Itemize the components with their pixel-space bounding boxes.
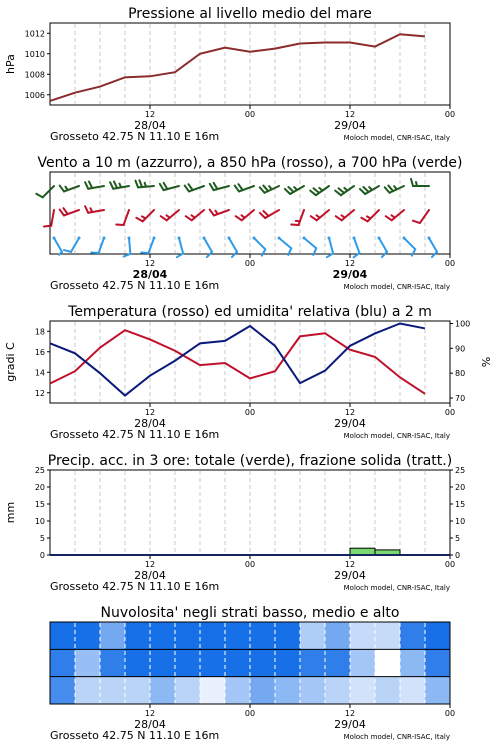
y2-axis-label: % <box>480 356 493 368</box>
cloud-cell <box>75 677 101 704</box>
model-credit: Moloch model, CNR-ISAC, Italy <box>343 584 450 592</box>
cloud-cell <box>300 677 326 704</box>
y2-tick-label: 5 <box>455 534 461 543</box>
cloud-cell <box>300 649 326 676</box>
wind-barb-shaft <box>317 210 329 220</box>
wind-barb-feather <box>411 179 413 186</box>
wind-barb-feather <box>288 187 293 192</box>
wind-barb <box>210 183 229 190</box>
y-axis-label: gradi C <box>4 342 17 382</box>
wind-barb <box>110 182 129 189</box>
wind-barb <box>285 186 304 194</box>
panel-title: Pressione al livello medio del mare <box>128 6 372 22</box>
cloud-cell <box>400 677 426 704</box>
cloud-cell <box>200 677 226 704</box>
wind-barb <box>44 210 54 227</box>
pressure-line <box>50 34 425 101</box>
wind-barb-shaft <box>420 210 429 223</box>
wind-barb-shaft <box>149 238 154 253</box>
wind-barb-feather <box>135 181 138 188</box>
panel-1 <box>4 6 455 143</box>
wind-barb-base <box>303 237 306 240</box>
date-label: 28/04 <box>134 417 166 430</box>
wind-barb-half-feather <box>344 188 347 191</box>
wind-barb-shaft <box>329 238 333 253</box>
wind-barb-base <box>253 237 256 240</box>
wind-barb-feather <box>413 221 420 223</box>
x-tick-label: 12 <box>344 408 356 417</box>
wind-barb-feather <box>385 187 390 192</box>
cloud-cell <box>175 677 201 704</box>
wind-barb-half-feather <box>391 215 394 217</box>
model-credit: Moloch model, CNR-ISAC, Italy <box>343 432 450 440</box>
plot-frame <box>50 321 450 403</box>
wind-barb <box>53 237 63 255</box>
wind-barb-base <box>228 237 231 240</box>
cloud-cell <box>75 622 101 649</box>
panel-title: Vento a 10 m (azzurro), a 850 hPa (rosso), a 700 hPa (verde) <box>37 155 463 171</box>
wind-barb-half-feather <box>166 215 169 217</box>
cloud-cell <box>375 622 401 649</box>
wind-barb <box>361 210 379 221</box>
wind-barb <box>235 184 254 191</box>
wind-barb <box>64 237 81 252</box>
date-label: 28/04 <box>134 718 166 731</box>
cloud-cell <box>425 677 451 704</box>
wind-barb-shaft <box>71 238 79 252</box>
cloud-cell <box>325 677 351 704</box>
wind-barb-feather <box>89 182 92 189</box>
wind-barb-base <box>203 237 206 240</box>
wind-barb-shaft <box>279 238 291 248</box>
wind-barb-shaft <box>379 238 387 252</box>
wind-barb-feather <box>360 189 365 194</box>
date-label: 29/04 <box>334 119 366 132</box>
x-tick-label: 12 <box>144 709 156 718</box>
model-credit: Moloch model, CNR-ISAC, Italy <box>343 134 450 142</box>
wind-barb-base <box>128 237 131 240</box>
x-tick-label: 12 <box>344 259 356 268</box>
model-credit: Moloch model, CNR-ISAC, Italy <box>343 283 450 291</box>
wind-barb <box>260 186 279 193</box>
humidity-line <box>50 323 425 395</box>
wind-barb-base <box>78 237 81 240</box>
cloud-cell <box>50 677 76 704</box>
y2-tick-label: 100 <box>455 319 471 329</box>
wind-barb-feather <box>285 189 290 194</box>
y-tick-label: 16 <box>34 347 45 357</box>
wind-barb <box>291 210 304 225</box>
y2-tick-label: 15 <box>455 500 466 509</box>
wind-barb <box>141 237 155 254</box>
wind-barb-feather <box>412 249 416 255</box>
wind-barb <box>336 210 354 220</box>
cloud-cell <box>225 649 251 676</box>
x-tick-label: 12 <box>144 408 156 417</box>
x-tick-label: 00 <box>444 259 456 268</box>
wind-barb-half-feather <box>191 215 194 217</box>
cloud-cell <box>250 677 276 704</box>
wind-barb <box>260 210 279 218</box>
wind-barb <box>253 237 266 256</box>
y2-tick-label: 0 <box>455 551 461 560</box>
cloud-cell <box>375 677 401 704</box>
wind-barb-feather <box>91 253 98 254</box>
wind-barb <box>36 186 54 197</box>
y2-tick-label: 25 <box>455 466 466 475</box>
cloud-cell <box>100 649 126 676</box>
wind-barb-feather <box>36 194 42 198</box>
y2-tick-label: 20 <box>455 483 466 492</box>
wind-barb-half-feather <box>316 215 319 217</box>
wind-barb <box>85 206 104 213</box>
cloud-cell <box>175 622 201 649</box>
wind-barb-feather <box>214 183 218 189</box>
cloud-cell <box>125 649 151 676</box>
y-tick-label: 25 <box>34 466 45 475</box>
location-label: Grosseto 42.75 N 11.10 E 16m <box>50 729 220 742</box>
cloud-cell <box>150 649 176 676</box>
y-tick-label: 12 <box>34 388 45 398</box>
wind-barb <box>236 210 254 220</box>
cloud-cell <box>100 677 126 704</box>
cloud-cell <box>75 649 101 676</box>
wind-barb-feather <box>310 191 316 196</box>
wind-barb-feather <box>85 206 88 213</box>
y-tick-label: 1006 <box>24 90 45 100</box>
x-tick-label: 12 <box>344 709 356 718</box>
y-tick-label: 20 <box>34 483 45 492</box>
plot-frame <box>50 23 450 105</box>
wind-barb-half-feather <box>215 211 217 214</box>
wind-barb-base <box>278 237 281 240</box>
wind-barb-half-feather <box>416 182 417 186</box>
x-tick-label: 00 <box>244 709 256 718</box>
wind-barb-shaft <box>143 210 154 221</box>
cloud-cell <box>250 622 276 649</box>
wind-barb-feather <box>186 216 192 220</box>
wind-barb-feather <box>311 216 317 220</box>
cloud-cell <box>150 677 176 704</box>
wind-barb-feather <box>63 208 67 214</box>
wind-barb-feather <box>185 186 189 192</box>
x-tick-label: 12 <box>344 560 356 569</box>
location-label: Grosseto 42.75 N 11.10 E 16m <box>50 580 220 593</box>
wind-barb-base <box>53 237 56 240</box>
wind-barb <box>335 186 354 195</box>
wind-barb-feather <box>263 211 268 216</box>
y2-tick-label: 10 <box>455 517 466 526</box>
location-label: Grosseto 42.75 N 11.10 E 16m <box>50 130 220 143</box>
cloud-cell <box>50 649 76 676</box>
wind-barb-feather <box>260 187 265 192</box>
wind-barb-half-feather <box>269 186 272 189</box>
panel-title: Precip. acc. in 3 ore: totale (verde), frazione solida (tratt.) <box>47 453 453 469</box>
wind-barb-shaft <box>229 238 237 252</box>
wind-barb-feather <box>210 184 214 190</box>
y-tick-label: 1010 <box>24 49 45 59</box>
cloud-cell <box>425 649 451 676</box>
x-tick-label: 12 <box>144 560 156 569</box>
wind-barb-base <box>353 237 356 240</box>
wind-barb-feather <box>336 216 342 220</box>
model-credit: Moloch model, CNR-ISAC, Italy <box>343 733 450 741</box>
wind-barb <box>60 208 79 215</box>
panel-title: Nuvolosita' negli strati basso, medio e alto <box>100 605 400 621</box>
wind-barb <box>310 186 329 195</box>
wind-barb <box>385 186 404 193</box>
wind-barb-base <box>103 237 106 240</box>
wind-barb <box>60 186 79 192</box>
x-tick-label: 00 <box>444 408 456 417</box>
wind-barb <box>210 210 229 216</box>
wind-barb-feather <box>363 187 368 192</box>
wind-barb <box>185 184 204 191</box>
wind-barb <box>160 183 179 190</box>
wind-barb <box>85 182 104 189</box>
wind-barb-shaft <box>254 238 265 249</box>
wind-barb-feather <box>64 250 71 252</box>
wind-barb-half-feather <box>241 215 244 217</box>
cloud-cell <box>100 622 126 649</box>
wind-barb-shaft <box>354 238 359 253</box>
wind-barb-shaft <box>124 210 129 225</box>
y2-tick-label: 70 <box>455 394 466 404</box>
wind-barb <box>303 237 317 255</box>
y-axis-label: hPa <box>4 54 17 74</box>
x-tick-label: 12 <box>144 259 156 268</box>
x-tick-label: 00 <box>244 408 256 417</box>
wind-barb-half-feather <box>145 183 146 187</box>
cloud-cell <box>250 649 276 676</box>
wind-barb <box>403 237 416 256</box>
cloud-cell <box>350 677 376 704</box>
cloud-cell <box>200 649 226 676</box>
date-label: 28/04 <box>134 119 166 132</box>
wind-barb-feather <box>44 226 51 227</box>
wind-barb-shaft <box>304 238 316 248</box>
wind-barb-feather <box>161 216 167 220</box>
wind-barb-base <box>428 237 431 240</box>
cloud-cell <box>225 622 251 649</box>
y-tick-label: 1008 <box>24 70 45 80</box>
y-tick-label: 1012 <box>24 29 45 39</box>
y-tick-label: 5 <box>39 534 45 543</box>
wind-barb-feather <box>60 210 64 216</box>
y2-tick-label: 90 <box>455 344 466 354</box>
wind-barb-feather <box>188 184 192 190</box>
wind-barb-half-feather <box>142 216 146 218</box>
wind-barb <box>311 210 329 220</box>
wind-barb-shaft <box>179 238 183 253</box>
wind-barb-shaft <box>404 238 415 249</box>
wind-barb-feather <box>260 213 265 218</box>
temperature-line <box>50 330 425 394</box>
y-tick-label: 18 <box>34 327 45 337</box>
wind-barb <box>136 210 154 221</box>
y-axis-label: mm <box>4 501 17 524</box>
cloud-cell <box>425 622 451 649</box>
wind-barb <box>116 210 129 225</box>
cloud-cell <box>275 622 301 649</box>
wind-barb <box>135 180 154 187</box>
precip-bar <box>350 548 375 555</box>
cloud-cell <box>150 622 176 649</box>
wind-barb-feather <box>236 216 242 220</box>
wind-barb-half-feather <box>294 187 297 190</box>
wind-barb-feather <box>235 186 239 192</box>
date-label: 29/04 <box>334 569 366 582</box>
wind-barb <box>413 210 429 223</box>
wind-barb-shaft <box>429 238 437 252</box>
cloud-cell <box>125 677 151 704</box>
cloud-cell <box>400 622 426 649</box>
wind-barb-half-feather <box>369 187 372 190</box>
wind-barb-base <box>328 237 331 240</box>
wind-barb-feather <box>361 218 367 222</box>
x-tick-label: 00 <box>244 560 256 569</box>
wind-barb-shaft <box>204 238 212 252</box>
wind-barb-feather <box>262 249 266 255</box>
panel-2 <box>36 155 462 292</box>
cloud-cell <box>400 649 426 676</box>
wind-barb <box>386 210 404 220</box>
cloud-cell <box>275 677 301 704</box>
wind-barb-feather <box>314 188 320 193</box>
wind-barb <box>360 186 379 194</box>
wind-barb-feather <box>388 186 393 191</box>
wind-barb-shaft <box>43 186 54 197</box>
cloud-cell <box>125 622 151 649</box>
wind-barb <box>161 210 179 220</box>
wind-barb <box>278 237 292 255</box>
date-label: 28/04 <box>132 268 168 281</box>
y-tick-label: 0 <box>39 551 45 560</box>
cloud-cell <box>325 649 351 676</box>
wind-barb-feather <box>339 188 345 193</box>
wind-barb-feather <box>164 183 168 189</box>
wind-barb-feather <box>160 184 164 190</box>
x-tick-label: 12 <box>344 110 356 119</box>
wind-barb-shaft <box>242 210 254 220</box>
wind-barb-half-feather <box>394 186 397 189</box>
wind-barb-feather <box>136 218 142 222</box>
x-tick-label: 12 <box>144 110 156 119</box>
wind-barb <box>411 179 429 186</box>
x-tick-label: 00 <box>444 560 456 569</box>
wind-barb-feather <box>291 225 298 226</box>
date-label: 29/04 <box>334 718 366 731</box>
y-tick-label: 14 <box>34 368 45 378</box>
wind-barb-shaft <box>51 210 54 226</box>
cloud-cell <box>175 649 201 676</box>
cloud-cell <box>275 649 301 676</box>
x-tick-label: 00 <box>444 709 456 718</box>
wind-barb-feather <box>110 182 113 189</box>
wind-barb-shaft <box>368 210 379 221</box>
x-tick-label: 00 <box>244 110 256 119</box>
wind-barb-shaft <box>392 210 404 220</box>
cloud-cell <box>50 622 76 649</box>
panel-5 <box>50 605 455 742</box>
y2-tick-label: 80 <box>455 369 466 379</box>
wind-barb-shaft <box>342 210 354 220</box>
wind-barb-shaft <box>167 210 179 220</box>
wind-barb-feather <box>116 225 123 226</box>
wind-barb-base <box>403 237 406 240</box>
cloud-cell <box>300 622 326 649</box>
date-label: 28/04 <box>134 569 166 582</box>
wind-barb-feather <box>210 210 214 216</box>
location-label: Grosseto 42.75 N 11.10 E 16m <box>50 428 220 441</box>
wind-barb <box>186 210 204 220</box>
wind-barb-feather <box>85 182 88 189</box>
wind-barb-shaft <box>129 238 130 254</box>
wind-barb-half-feather <box>341 215 344 217</box>
wind-barb-feather <box>263 186 268 191</box>
wind-barb-feather <box>114 182 117 189</box>
cloud-cell <box>200 622 226 649</box>
x-tick-label: 00 <box>444 110 456 119</box>
date-label: 29/04 <box>332 268 368 281</box>
location-label: Grosseto 42.75 N 11.10 E 16m <box>50 279 220 292</box>
wind-barb-feather <box>386 216 392 220</box>
wind-barb-half-feather <box>367 216 371 218</box>
wind-barb-feather <box>60 186 64 192</box>
wind-barb-half-feather <box>319 188 322 191</box>
panel-4 <box>4 453 465 593</box>
wind-barb-base <box>378 237 381 240</box>
cloud-cell <box>350 649 376 676</box>
y-tick-label: 10 <box>34 517 45 526</box>
wind-barb-shaft <box>99 238 104 253</box>
date-label: 29/04 <box>334 417 366 430</box>
wind-barb-shaft <box>54 238 62 252</box>
x-tick-label: 00 <box>244 259 256 268</box>
wind-barb-feather <box>139 180 142 187</box>
panel-title: Temperatura (rosso) ed umidita' relativa (blu) a 2 m <box>68 304 432 320</box>
wind-barb-feather <box>335 191 341 196</box>
wind-barb-half-feather <box>65 187 67 190</box>
y-tick-label: 15 <box>34 500 45 509</box>
cloud-cell <box>225 677 251 704</box>
wind-barb-feather <box>141 253 148 254</box>
cloud-cell <box>350 622 376 649</box>
cloud-cell <box>375 649 401 676</box>
wind-barb-base <box>153 237 156 240</box>
cloud-cell <box>325 622 351 649</box>
wind-barb-feather <box>238 184 242 190</box>
panel-3 <box>4 304 493 441</box>
wind-barb <box>91 237 105 254</box>
wind-barb-base <box>178 237 181 240</box>
wind-barb-shaft <box>192 210 204 220</box>
wind-barb-shaft <box>299 210 304 225</box>
